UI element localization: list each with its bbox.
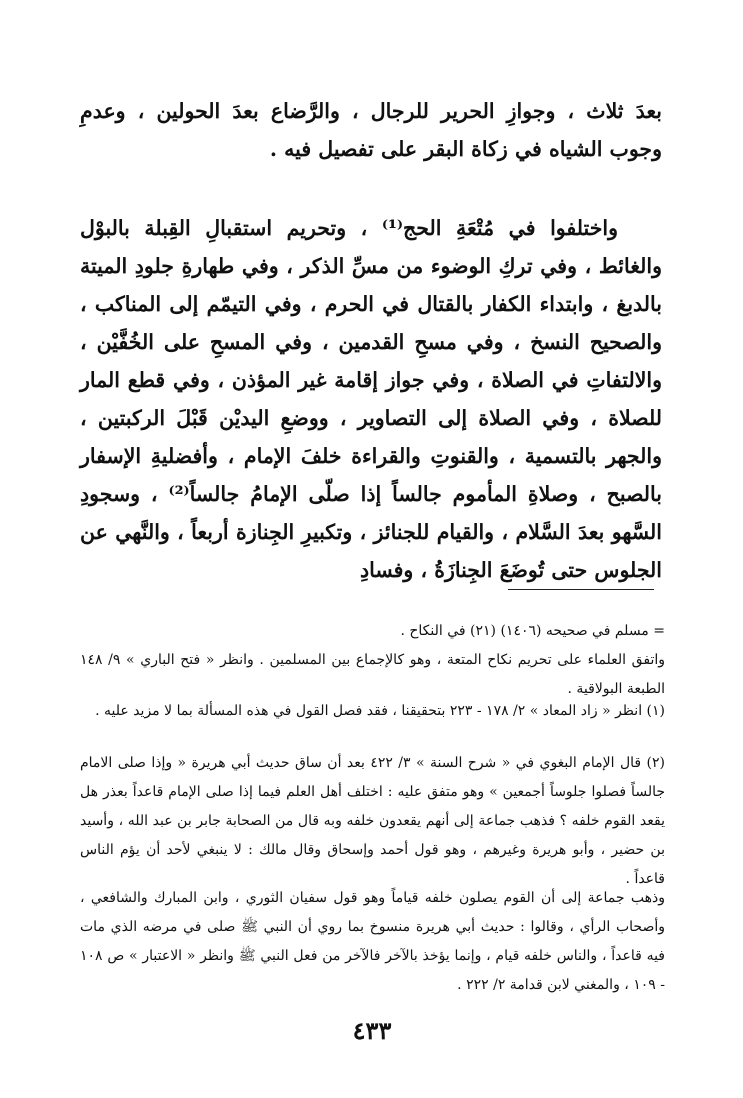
footnote-continuation-note: واتفق العلماء على تحريم نكاح المتعة ، وهو كالإجماع بين المسلمين . وانظر « فتح الباري » ٩/ ١٤٨ الطبعة البولاقية . (80, 652, 665, 697)
footnote-separator (508, 589, 654, 590)
main-paragraph-2: واختلفوا في مُتْعَةِ الحج⁽¹⁾ ، وتحريم استقبالِ القِبلة بالبوْل والغائط ، وفي تركِ الوضوء من مسِّ الذكر ، وفي طهارةِ جلودِ الميتة بالدبغ ، وابتداء الكفار بالقتال في الحرم ، وفي التيمّم إلى المناكب ، والصحيح النسخ ، وفي مسحِ القدمين ، وفي المسحِ على الخُفَّيْن ، والالتفاتِ في الصلاة ، وفي جواز إقامة غير المؤذن ، وفي قطع المار للصلاة ، وفي الصلاة إلى التصاوير ، ووضعِ اليديْن قَبْلَ الركبتين ، والجهر بالتسمية ، والقنوتِ والقراءة خلفَ الإمام ، وأفضليةِ الإسفار بالصبح ، وصلاةِ المأموم جالساً إذا صلّى الإمامُ جالساً⁽²⁾ ، وسجودِ السَّهو بعدَ السَّلام ، والقيام للجنائز ، وتكبيرِ الجِنازة أربعاً ، والنَّهي عن الجلوس حتى تُوضَعَ الجِنازَةُ ، وفسادِ (80, 216, 662, 582)
footnote-continuation: = مسلم في صحيحه (١٤٠٦) (٢١) في النكاح . (400, 623, 665, 639)
main-paragraph-1: بعدَ ثلاث ، وجوازِ الحرير للرجال ، والرَّضاع بعدَ الحولين ، وعدمِ وجوب الشياه في زكاة البقر على تفصيل فيه . (80, 99, 662, 161)
page-number: ٤٣٣ (352, 1016, 392, 1045)
footnote-2-continued: وذهب جماعة إلى أن القوم يصلون خلفه قياماً وهو قول سفيان الثوري ، وابن المبارك والشافعي ، وأصحاب الرأي ، وقالوا : حديث أبي هريرة منسوخ بما روي أن النبي ﷺ صلى في مرضه الذي مات فيه قاعداً ، والناس خلفه قيام ، وإنما يؤخذ بالآخر فالآخر من فعل النبي ﷺ وانظر « الاعتبار » ص ١٠٨ - ١٠٩ ، والمغني لابن قدامة ٢/ ٢٢٢ . (80, 890, 665, 993)
footnote-1: (١) انظر « زاد المعاد » ٢/ ١٧٨ - ٢٢٣ بتحقيقنا ، فقد فصل القول في هذه المسألة بما لا مزيد عليه . (95, 703, 665, 719)
footnote-2: (٢) قال الإمام البغوي في « شرح السنة » ٣/ ٤٢٢ بعد أن ساق حديث أبي هريرة « وإذا صلى الامام جالساً فصلوا جلوساً أجمعين » وهو متفق عليه : اختلف أهل العلم فيما إذا صلى الإمام قاعداً بعذر هل يقعد القوم خلفه ؟ فذهب جماعة إلى أنهم يقعدون خلفه وبه قال من الصحابة جابر بن عبد الله ، وأسيد بن حضير ، وأبو هريرة وغيرهم ، وهو قول أحمد وإسحاق وقال مالك : لا ينبغي لأحد أن يؤم الناس قاعداً . (80, 755, 665, 887)
